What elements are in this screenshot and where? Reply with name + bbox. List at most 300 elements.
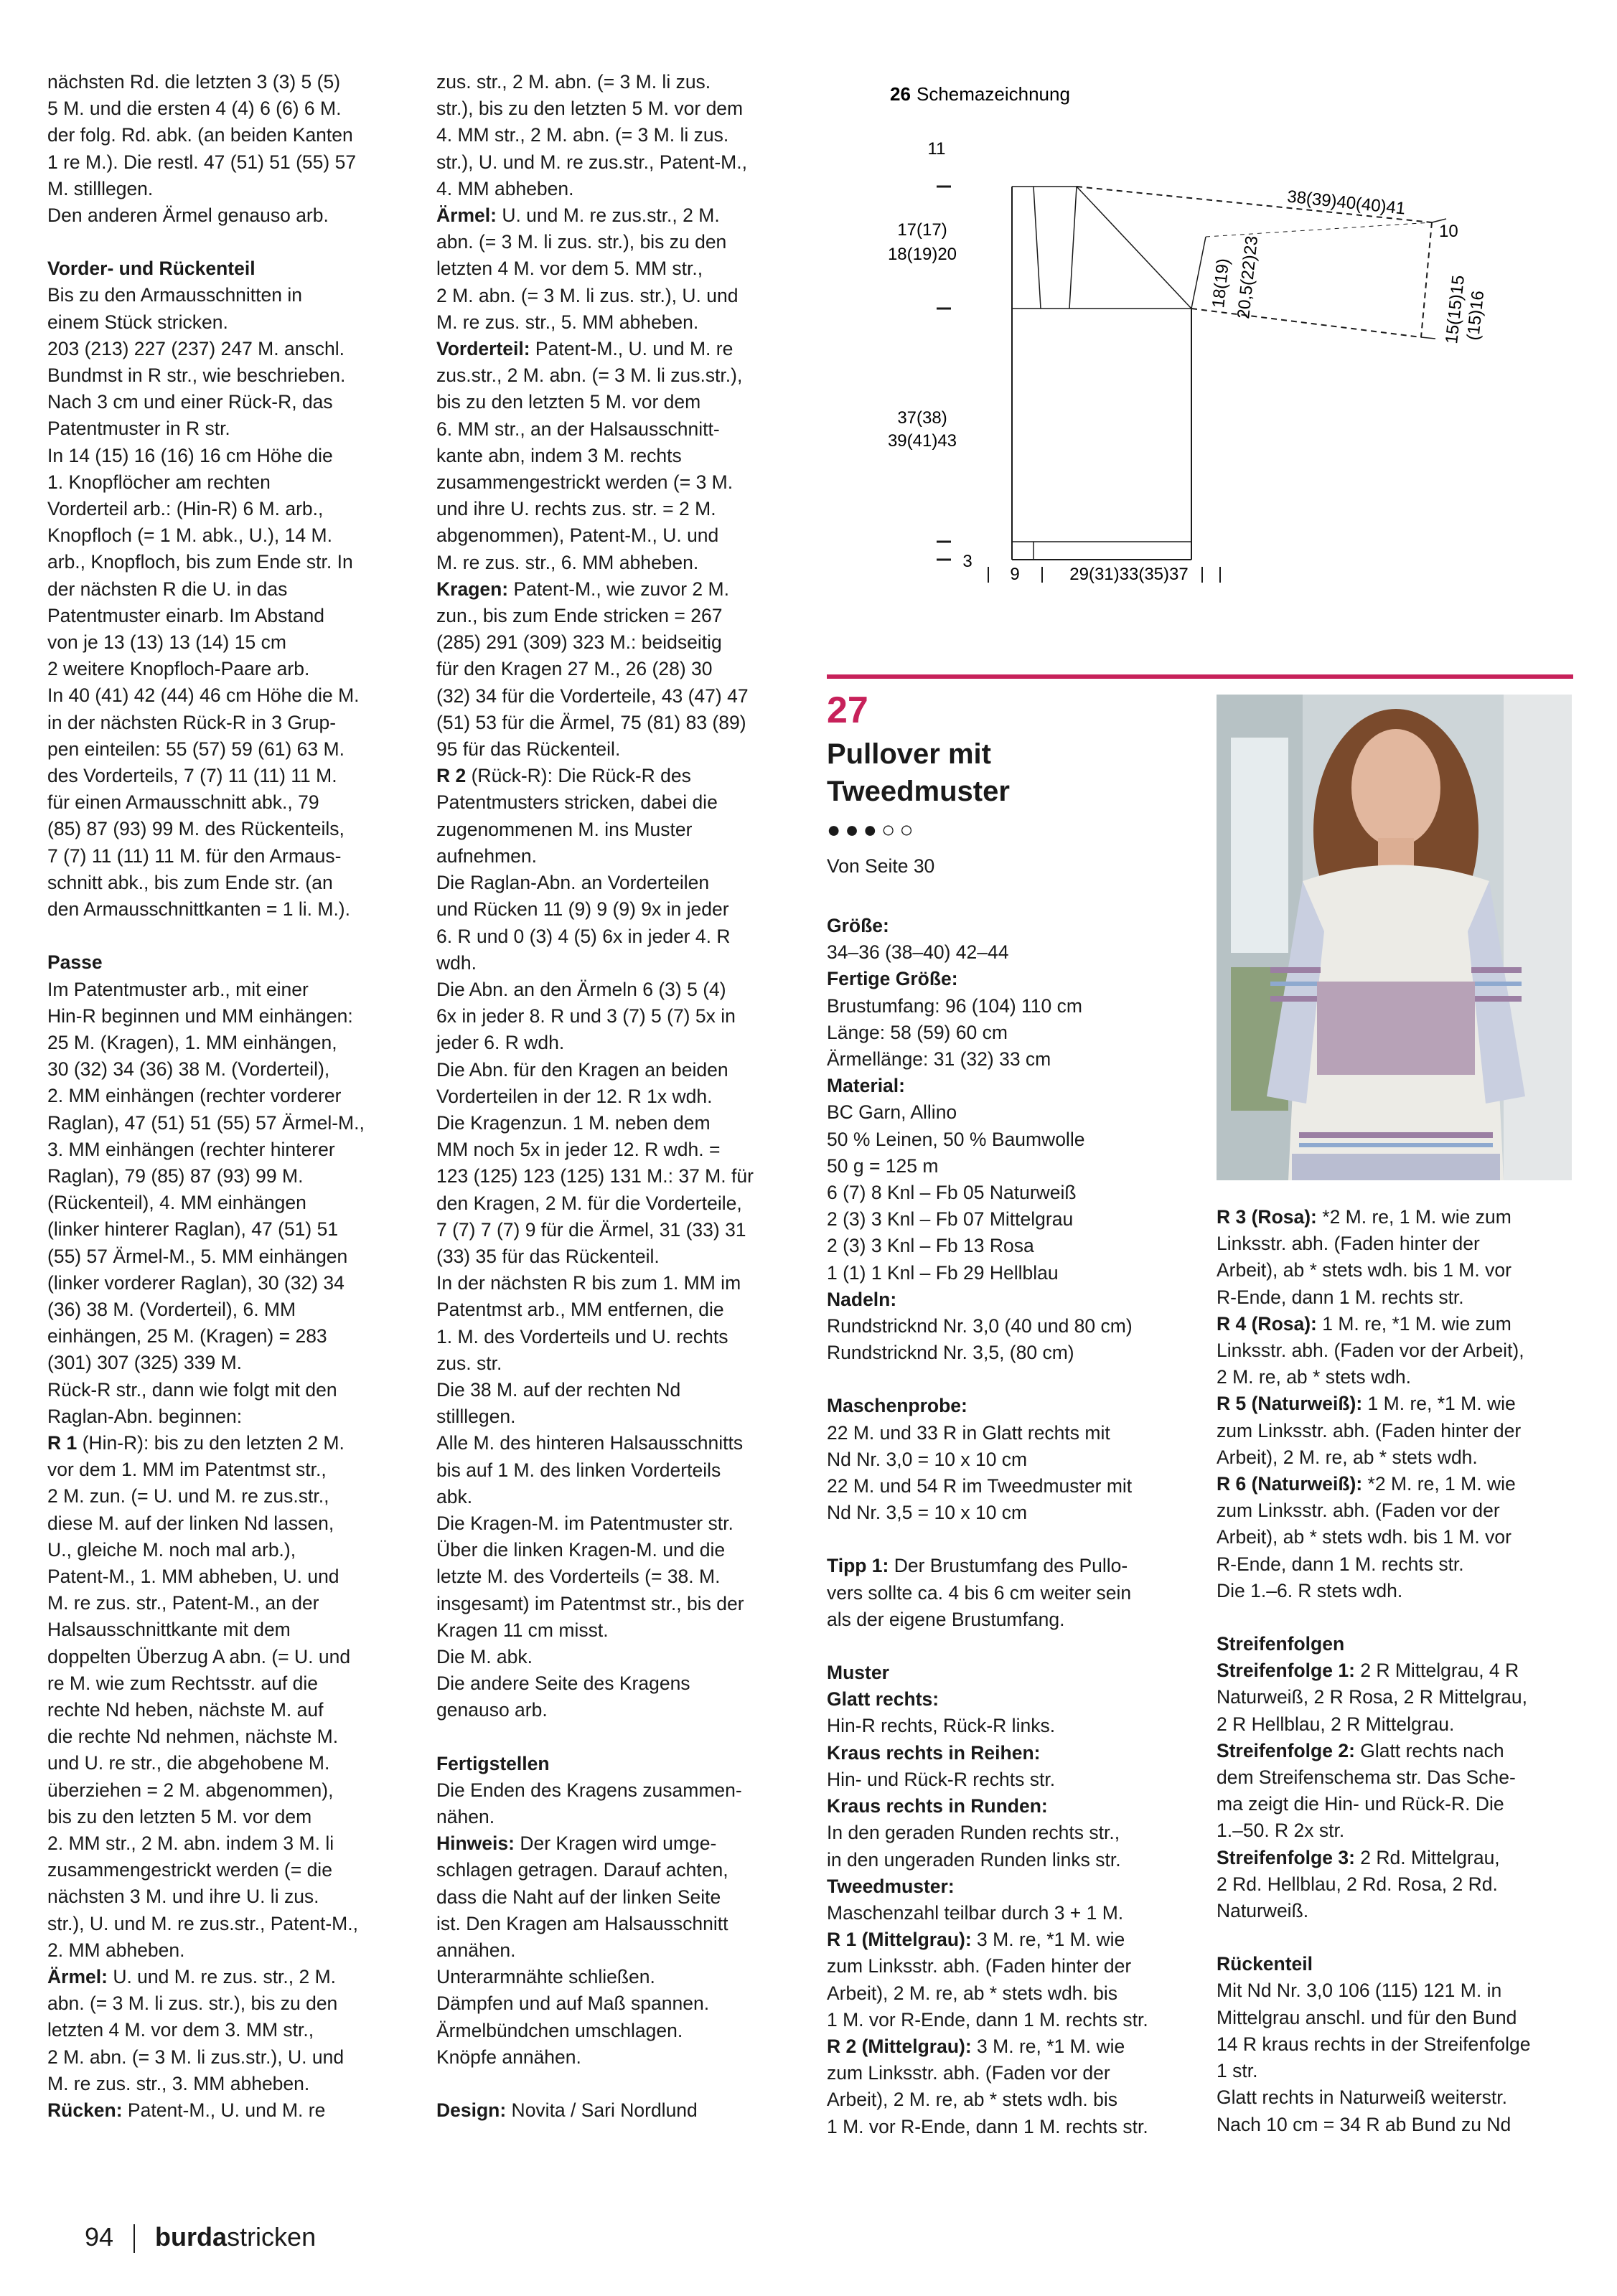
text-line-bold: Kragen: — [436, 578, 509, 600]
text-line-body: Die Abn. an den Ärmeln 6 (3) 5 (4) — [436, 978, 726, 1000]
text-line — [436, 229, 799, 255]
text-line-body: Der Kragen wird umge- — [514, 1832, 717, 1855]
text-line — [47, 176, 392, 202]
text-line — [1217, 1337, 1590, 1364]
text-line — [47, 549, 392, 575]
text-line-body: Patent-M., 1. MM abheben, U. und — [47, 1565, 339, 1587]
text-line — [827, 1286, 1189, 1313]
text-line — [47, 1723, 392, 1750]
text-line-body: jeder 6. R wdh. — [436, 1032, 565, 1054]
text-line-body: einem Stück stricken. — [47, 311, 228, 333]
text-line-body: 2 weitere Knopfloch-Paare arb. — [47, 658, 310, 680]
text-line-body: 2. MM einhängen (rechter vorderer — [47, 1085, 342, 1107]
text-line — [436, 656, 799, 682]
text-line-body: 7 (7) 11 (11) 11 M. für den Armaus- — [47, 844, 342, 867]
text-line-body: Mit Nd Nr. 3,0 106 (115) 121 M. in — [1217, 1980, 1502, 2002]
text-line — [47, 1457, 392, 1483]
text-line — [1217, 1791, 1590, 1817]
text-line — [827, 2114, 1189, 2140]
text-line-body: wdh. — [436, 951, 477, 974]
text-line — [436, 603, 799, 629]
text-line — [436, 336, 799, 362]
label-9: 9 — [1010, 565, 1020, 584]
text-line-body: 22 M. und 54 R im Tweedmuster mit — [827, 1475, 1133, 1497]
text-line — [47, 843, 392, 870]
text-line — [47, 656, 392, 682]
text-line — [436, 1163, 799, 1190]
text-line — [47, 1883, 392, 1910]
text-line — [436, 683, 799, 710]
text-line — [47, 1590, 392, 1617]
text-line — [47, 763, 392, 789]
text-line — [827, 1340, 1189, 1366]
text-line-body: Patentmst arb., MM entfernen, die — [436, 1299, 724, 1321]
text-line — [436, 1537, 799, 1563]
text-line — [436, 2018, 799, 2044]
text-line-body: letzten 4 M. vor dem 5. MM str., — [436, 258, 703, 280]
text-line-body: Nd Nr. 3,0 = 10 x 10 cm — [827, 1448, 1028, 1470]
text-line — [1217, 2005, 1590, 2031]
paragraph-gap — [47, 923, 392, 949]
text-line-body: (301) 307 (325) 339 M. — [47, 1352, 243, 1374]
label-29: 29(31)33(35)37 — [1069, 565, 1189, 584]
text-line-body: Nach 3 cm und einer Rück-R, das — [47, 391, 333, 413]
text-line-body: Die 1.–6. R stets wdh. — [1217, 1579, 1403, 1601]
text-line-body: den Kragen, 2 M. für die Vorderteile, — [436, 1192, 742, 1214]
text-line — [436, 789, 799, 816]
text-line-body: Patent-M., U. und M. re — [122, 2099, 326, 2122]
text-line — [47, 282, 392, 309]
text-line — [47, 1003, 392, 1030]
text-line — [47, 1083, 392, 1109]
text-line-bold: Größe: — [827, 915, 889, 936]
text-line — [436, 923, 799, 950]
text-line — [436, 870, 799, 896]
text-line — [436, 1377, 799, 1403]
text-line-body: In den geraden Runden rechts str., — [827, 1822, 1120, 1844]
text-line-body: ist. Den Kragen am Halsausschnitt — [436, 1912, 728, 1934]
text-line-bold: Fertigstellen — [436, 1752, 550, 1774]
text-line-bold: Fertige Größe: — [827, 968, 958, 990]
text-line — [436, 1137, 799, 1163]
text-line-body: Hin-R rechts, Rück-R links. — [827, 1715, 1056, 1737]
text-line — [436, 1964, 799, 1990]
text-line-bold: Design: — [436, 2099, 507, 2122]
text-line — [47, 789, 392, 816]
label-18-sleeve: 18(19) — [1209, 257, 1234, 309]
text-line-body: in der nächsten Rück-R in 3 Grup- — [47, 711, 337, 733]
text-line-body: Im Patentmuster arb., mit einer — [47, 978, 309, 1000]
text-line — [827, 1393, 1189, 1419]
text-line — [47, 682, 392, 709]
text-line-body: Patent-M., wie zuvor 2 M. — [508, 578, 729, 600]
text-line — [827, 1180, 1189, 1206]
text-line-body: arb., Knopfloch, bis zum Ende str. In — [47, 551, 353, 573]
paragraph-gap — [1217, 1924, 1590, 1951]
text-line-body: R-Ende, dann 1 M. rechts str. — [1217, 1553, 1464, 1575]
text-line — [47, 896, 392, 923]
text-line-body: letzte M. des Vorderteils (= 38. M. — [436, 1566, 721, 1588]
text-line — [436, 1003, 799, 1030]
text-line — [436, 1243, 799, 1270]
text-line — [1217, 1418, 1590, 1444]
text-line — [1217, 2031, 1590, 2058]
text-line — [47, 576, 392, 603]
text-line-body: 2. MM str., 2 M. abn. indem 3 M. li — [47, 1832, 334, 1854]
text-line — [436, 1190, 799, 1217]
text-line-body: von je 13 (13) 13 (14) 15 cm — [47, 631, 286, 654]
text-line — [47, 2017, 392, 2043]
text-line-body: 1.–50. R 2x str. — [1217, 1820, 1345, 1842]
text-line — [47, 1297, 392, 1323]
text-line — [436, 550, 799, 576]
text-line-body: und U. re str., die abgehobene M. — [47, 1752, 330, 1774]
text-line — [47, 1617, 392, 1643]
text-line-body: diese M. auf der linken Nd lassen, — [47, 1512, 334, 1534]
text-line — [436, 950, 799, 977]
text-line-body: überziehen = 2 M. abgenommen), — [47, 1779, 334, 1801]
text-line-body: Patentmuster einarb. Im Abstand — [47, 604, 324, 626]
text-line-body: Patentmusters stricken, dabei die — [436, 791, 718, 814]
text-line-body: (32) 34 für die Vorderteile, 43 (47) 47 — [436, 684, 749, 707]
text-line-body: zusammengestrickt werden (= 3 M. — [436, 471, 733, 494]
text-line-body: re M. wie zum Rechtsstr. auf die — [47, 1672, 319, 1694]
text-line — [436, 736, 799, 763]
text-line-body: Glatt rechts nach — [1354, 1739, 1504, 1761]
text-line-body: zus. str. — [436, 1352, 502, 1374]
text-line-body: Halsausschnittkante mit dem — [47, 1619, 291, 1641]
text-line-body: 2 M. zun. (= U. und M. re zus.str., — [47, 1485, 329, 1507]
text-line — [47, 1670, 392, 1697]
text-line-body: zusammengestrickt werden (= die — [47, 1859, 332, 1881]
text-line — [827, 1793, 1189, 1820]
text-line-body: 6. R und 0 (3) 4 (5) 6x in jeder 4. R — [436, 925, 731, 947]
text-line — [47, 1697, 392, 1723]
text-line — [436, 977, 799, 1003]
text-line — [47, 1750, 392, 1777]
text-line-body: Den anderen Ärmel genauso arb. — [47, 204, 329, 227]
text-line-body: Arbeit), ab * stets wdh. bis 1 M. vor — [1217, 1526, 1511, 1548]
text-line — [436, 1617, 799, 1644]
text-line — [436, 1350, 799, 1377]
text-line-body: schlagen getragen. Darauf achten, — [436, 1859, 728, 1881]
text-line — [827, 1873, 1189, 1900]
text-line — [827, 1740, 1189, 1766]
label-39: 39(41)43 — [887, 431, 957, 451]
text-line-body: abn. (= 3 M. li zus. str.), bis zu den — [436, 231, 727, 253]
text-line — [436, 1644, 799, 1670]
text-line — [1217, 1391, 1590, 1417]
text-line — [827, 1099, 1189, 1126]
text-line-body: zus. str., 2 M. abn. (= 3 M. li zus. — [436, 71, 711, 93]
text-line-body: 4. MM str., 2 M. abn. (= 3 M. li zus. — [436, 124, 729, 146]
text-line — [436, 1591, 799, 1617]
pattern-title-line2: Tweedmuster — [827, 776, 1010, 807]
text-line — [436, 309, 799, 336]
text-line-body: M. stilllegen. — [47, 177, 154, 199]
label-11: 11 — [927, 139, 946, 159]
text-line — [827, 1713, 1189, 1739]
text-line — [1217, 1738, 1590, 1764]
text-line-body: der nächsten R die U. in das — [47, 578, 288, 600]
text-line-body: 3 M. re, *1 M. wie — [971, 1929, 1125, 1951]
text-line-body: Hin-R beginnen und MM einhängen: — [47, 1004, 353, 1027]
text-line-body: 2 Rd. Hellblau, 2 Rd. Rosa, 2 Rd. — [1217, 1873, 1498, 1895]
text-line-body: zum Linksstr. abh. (Faden vor der — [1217, 1500, 1500, 1522]
text-line — [47, 949, 392, 976]
text-line — [827, 939, 1189, 966]
text-line — [827, 966, 1189, 992]
text-line-body: In 40 (41) 42 (44) 46 cm Höhe die M. — [47, 684, 360, 707]
text-line-body: Kragen 11 cm misst. — [436, 1619, 609, 1641]
text-line-body: Naturweiß. — [1217, 1900, 1309, 1922]
text-line-bold: Material: — [827, 1075, 905, 1097]
text-line — [827, 1980, 1189, 2007]
page-footer — [85, 2222, 316, 2253]
text-column-1 — [47, 69, 392, 2124]
text-line — [1217, 1364, 1590, 1391]
text-line — [47, 255, 392, 282]
paragraph-gap — [827, 1526, 1189, 1553]
brand-bold: burda — [155, 2222, 228, 2252]
text-line-body: Naturweiß, 2 R Rosa, 2 R Mittelgrau, — [1217, 1686, 1527, 1708]
text-line-body: des Vorderteils, 7 (7) 11 (11) 11 M. — [47, 765, 337, 787]
text-line — [1217, 1845, 1590, 1871]
text-line — [1217, 1657, 1590, 1684]
text-line-body: nächsten Rd. die letzten 3 (3) 5 (5) — [47, 71, 341, 93]
text-line-body: Die Enden des Kragens zusammen- — [436, 1779, 742, 1801]
text-line-body: M. re zus. str., 5. MM abheben. — [436, 311, 699, 333]
text-line-body: bis zu den letzten 5 M. vor dem — [47, 1805, 312, 1827]
paragraph-gap — [1217, 1604, 1590, 1631]
text-line-bold: Streifenfolgen — [1217, 1633, 1345, 1655]
text-line — [827, 1046, 1189, 1073]
text-line-bold: Nadeln: — [827, 1288, 897, 1310]
text-line — [436, 202, 799, 229]
text-line-body: einhängen, 25 M. (Kragen) = 283 — [47, 1325, 327, 1347]
text-line-body: Die Abn. für den Kragen an beiden — [436, 1058, 728, 1081]
label-18: 18(19)20 — [887, 245, 957, 264]
text-line — [1217, 1764, 1590, 1791]
text-line — [436, 69, 799, 95]
text-line — [827, 1500, 1189, 1526]
text-line-body: Die andere Seite des Kragens — [436, 1672, 690, 1695]
text-line-bold: Tweedmuster: — [827, 1875, 955, 1897]
text-line — [827, 1606, 1189, 1633]
text-line-body: doppelten Überzug A abn. (= U. und — [47, 1645, 351, 1667]
text-line-body: 2 Rd. Mittelgrau, — [1354, 1846, 1500, 1868]
text-line — [47, 1510, 392, 1537]
text-line-body: Die Kragen-M. im Patentmuster str. — [436, 1512, 733, 1534]
text-line-body: 2. MM abheben. — [47, 1939, 185, 1961]
text-line-body: abk. — [436, 1485, 473, 1507]
text-line-body: Rundstricknd Nr. 3,0 (40 und 80 cm) — [827, 1315, 1133, 1337]
text-line — [436, 1217, 799, 1243]
text-line — [47, 1563, 392, 1590]
text-line-body: Ärmelbündchen umschlagen. — [436, 2019, 683, 2041]
text-line — [827, 1766, 1189, 1793]
text-line — [827, 1420, 1189, 1446]
text-line — [47, 69, 392, 95]
text-line — [47, 736, 392, 763]
text-line-body: 2 R Mittelgrau, 4 R — [1354, 1660, 1519, 1682]
text-line-body: zus.str., 2 M. abn. (= 3 M. li zus.str.), — [436, 364, 743, 387]
text-line-body: Der Brustumfang des Pullo- — [889, 1555, 1128, 1577]
text-line — [47, 1937, 392, 1964]
text-line-body: kante abn, indem 3 M. rechts — [436, 444, 682, 466]
difficulty-rating: ●●●○○ — [827, 817, 918, 842]
text-line-body: (85) 87 (93) 99 M. des Rückenteils, — [47, 818, 345, 840]
text-line-body: (Hin-R): bis zu den letzten 2 M. — [77, 1431, 345, 1454]
text-line — [436, 1884, 799, 1911]
text-line — [1217, 1631, 1590, 1657]
text-line — [47, 443, 392, 469]
text-line-body: Nach 10 cm = 34 R ab Bund zu Nd — [1217, 2113, 1511, 2135]
text-line — [827, 1153, 1189, 1180]
text-line-bold: R 3 (Rosa): — [1217, 1206, 1317, 1228]
text-line-body: Bis zu den Armausschnitten in — [47, 284, 302, 306]
text-line-body: zum Linksstr. abh. (Faden hinter der — [827, 1955, 1132, 1977]
schematic-diagram — [833, 72, 1565, 603]
text-line — [827, 993, 1189, 1020]
text-line-bold: Hinweis: — [436, 1832, 515, 1855]
text-line — [47, 1644, 392, 1670]
text-line — [47, 1216, 392, 1243]
text-line — [1217, 2112, 1590, 2138]
text-line — [47, 149, 392, 176]
text-line-body: letzten 4 M. vor dem 3. MM str., — [47, 2019, 314, 2041]
text-line — [47, 309, 392, 336]
text-line-bold: Kraus rechts in Reihen: — [827, 1741, 1041, 1764]
text-line-body: Brustumfang: 96 (104) 110 cm — [827, 994, 1082, 1017]
text-line-body: 5 M. und die ersten 4 (4) 6 (6) 6 M. — [47, 98, 342, 120]
text-line-body: 3 M. re, *1 M. wie — [971, 2035, 1125, 2057]
text-line-body: 3. MM einhängen (rechter hinterer — [47, 1138, 335, 1160]
text-line-body: die rechte Nd nehmen, nächste M. — [47, 1726, 339, 1748]
text-line-body: (285) 291 (309) 323 M.: beidseitig — [436, 631, 722, 654]
text-line-body: 2 M. re, ab * stets wdh. — [1217, 1366, 1412, 1388]
text-line-body: M. re zus. str., 3. MM abheben. — [47, 2072, 310, 2094]
text-line-body: 22 M. und 33 R in Glatt rechts mit — [827, 1421, 1110, 1444]
text-line — [47, 1777, 392, 1804]
text-line-body: für einen Armausschnitt abk., 79 — [47, 791, 319, 814]
text-line — [827, 1260, 1189, 1286]
text-line — [47, 1163, 392, 1190]
text-line — [436, 1670, 799, 1697]
text-line — [436, 255, 799, 282]
text-line — [1217, 1257, 1590, 1284]
text-line-body: In der nächsten R bis zum 1. MM im — [436, 1272, 741, 1294]
text-line — [47, 469, 392, 496]
text-line-body: als der eigene Brustumfang. — [827, 1608, 1065, 1630]
text-line — [47, 1190, 392, 1216]
text-line-body: bis zu den letzten 5 M. vor dem — [436, 391, 701, 413]
text-line-body: insgesamt) im Patentmst str., bis der — [436, 1592, 744, 1614]
text-line-body: 6x in jeder 8. R und 3 (7) 5 (7) 5x in — [436, 1005, 736, 1027]
text-line — [47, 2044, 392, 2071]
text-line-body: 95 für das Rückenteil. — [436, 738, 621, 761]
text-line — [436, 1510, 799, 1537]
text-line — [47, 1137, 392, 1163]
text-line — [47, 1830, 392, 1857]
text-line — [827, 1020, 1189, 1046]
text-line — [436, 710, 799, 736]
text-line — [436, 1911, 799, 1937]
text-line — [1217, 1497, 1590, 1524]
text-line — [436, 443, 799, 469]
text-line-body: 203 (213) 227 (237) 247 M. anschl. — [47, 337, 345, 359]
text-line-bold: Vorder- und Rückenteil — [47, 258, 256, 280]
text-line — [827, 2060, 1189, 2086]
text-line-bold: R 2 — [436, 765, 467, 787]
text-line — [436, 1110, 799, 1137]
text-line — [827, 1580, 1189, 1606]
pattern-title-line1: Pullover mit — [827, 738, 991, 770]
text-line — [827, 1073, 1189, 1099]
text-line — [47, 1483, 392, 1510]
text-line — [47, 522, 392, 549]
text-line-body: Vorderteilen in der 12. R 1x wdh. — [436, 1085, 713, 1107]
text-line-bold: Streifenfolge 3: — [1217, 1846, 1355, 1868]
source-page-reference: Von Seite 30 — [827, 855, 935, 877]
text-line — [47, 603, 392, 629]
text-line — [47, 415, 392, 442]
text-line-body: (linker vorderer Raglan), 30 (32) 34 — [47, 1271, 345, 1294]
text-line-bold: Tipp 1: — [827, 1555, 889, 1577]
text-line — [827, 1900, 1189, 1926]
text-line-bold: Vorderteil: — [436, 338, 530, 360]
text-line-bold: Kraus rechts in Runden: — [827, 1795, 1048, 1817]
text-line-bold: Rückenteil — [1217, 1953, 1313, 1975]
text-line — [436, 522, 799, 549]
text-line-body: Vorderteil arb.: (Hin-R) 6 M. arb., — [47, 498, 324, 520]
text-line-body: 50 % Leinen, 50 % Baumwolle — [827, 1128, 1085, 1150]
text-line-body: (Rückenteil), 4. MM einhängen — [47, 1192, 306, 1214]
text-line-body: und ihre U. rechts zus. str. = 2 M. — [436, 498, 716, 520]
text-line — [436, 416, 799, 443]
text-line-body: 7 (7) 7 (7) 9 für die Ärmel, 31 (33) 31 — [436, 1218, 746, 1241]
text-line — [47, 629, 392, 656]
text-line-bold: Glatt rechts: — [827, 1688, 939, 1711]
text-line — [1217, 2084, 1590, 2111]
text-line — [827, 2086, 1189, 2113]
text-line — [1217, 1711, 1590, 1738]
text-line-body: (55) 57 Ärmel-M., 5. MM einhängen — [47, 1245, 348, 1267]
text-line — [1217, 1977, 1590, 2004]
text-line — [436, 122, 799, 149]
label-20: 20,5(22)23 — [1234, 235, 1262, 320]
text-line-body: 6. MM str., an der Halsausschnitt- — [436, 418, 720, 440]
text-line-bold: R 5 (Naturweiß): — [1217, 1393, 1363, 1415]
text-line-bold: Muster — [827, 1662, 889, 1684]
text-line — [1217, 1471, 1590, 1497]
text-line — [436, 1563, 799, 1590]
pattern-number: 27 — [827, 690, 868, 731]
text-line — [47, 1350, 392, 1376]
text-line-body: (33) 35 für das Rückenteil. — [436, 1245, 660, 1267]
text-line — [436, 469, 799, 496]
text-line — [827, 913, 1189, 939]
paragraph-gap — [436, 1724, 799, 1751]
text-line-body: 123 (125) 123 (125) 131 M.: 37 M. für — [436, 1165, 754, 1187]
text-line-body: BC Garn, Allino — [827, 1101, 957, 1124]
text-line-body: der folg. Rd. abk. (an beiden Kanten — [47, 124, 353, 146]
text-line-body: R-Ende, dann 1 M. rechts str. — [1217, 1286, 1464, 1308]
text-line-bold: Maschenprobe: — [827, 1395, 967, 1417]
text-line-body: Die Raglan-Abn. an Vorderteilen — [436, 872, 710, 894]
text-line — [436, 1777, 799, 1804]
text-line-body: Raglan), 47 (51) 51 (55) 57 Ärmel-M., — [47, 1111, 365, 1134]
